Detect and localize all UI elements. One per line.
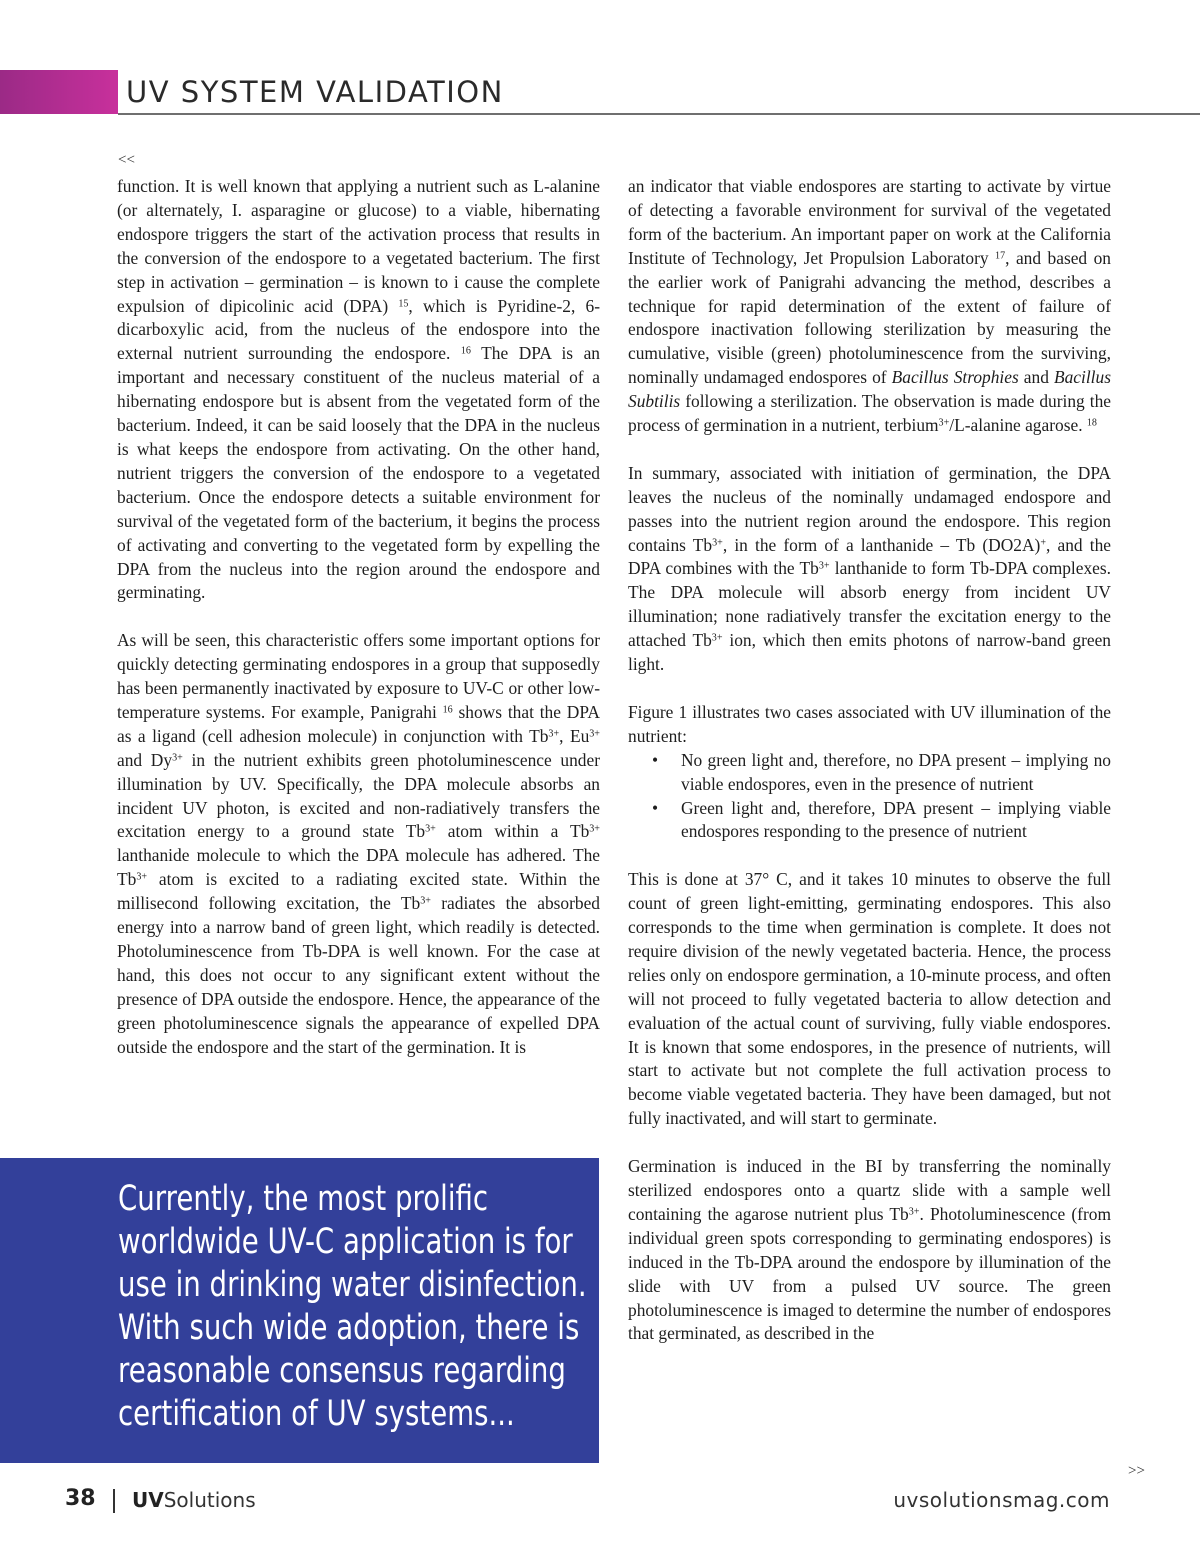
pull-quote-text: Currently, the most prolific worldwide UV-C application is for use in drinking water disinfection. With such wide adoption, there is reasonable consensus regarding certification of UV systems... [118,1179,587,1434]
right-paragraph-5: Germination is induced in the BI by transferring the nominally sterilized endospores onto a quartz slide with a sample well containing the agarose nutrient plus $Tb^{3+}$. Photoluminescence (from individual green spots corresponding to germinating endospores) is induced in the Tb-DPA around the endospore by illumination of the slide with UV from a pulsed UV source. The green photoluminescence is imaged to determine the number of endospores that germinated, as described in the [628,1156,1111,1344]
list-item: • No green light and, therefore, no DPA present – implying no viable endospores, even in the presence of nutrient [652,749,1111,794]
list-item: • Green light and, therefore, DPA present – implying viable endospores responding to the presence of nutrient [652,797,1111,842]
header-accent-bar [0,70,118,114]
bullet-list [628,749,1111,845]
right-paragraph-1: an indicator that viable endospores are starting to activate by virtue of detecting a favorable environment for survival of the vegetated form of the bacterium. An important paper on work at the California Institute of Technology, Jet Propulsion Laboratory $^{17}$, and based on the earlier work of Panigrahi advancing the method, describes a technique for rapid determination of the extent of failure of endospore inactivation following sterilization by measuring the cumulative, visible (green) photoluminescence from the surviving, nominally undamaged endospores of Bacillus Strophies and Bacillus Subtilis following a sterilization. The observation is made during the process of germination in a nutrient, terbium$^{3+}$/L-alanine agarose. $^{18}$ [628,176,1111,436]
left-column [117,175,600,1060]
publication-brand: UVSolutions [132,1488,256,1512]
right-paragraph-2: In summary, associated with initiation of germination, the DPA leaves the nucleus of the nominally undamaged endospore and passes into the nutrient region around the endospore. This region contains $Tb^{3+}$, in the form of a lanthanide – Tb (DO2A)+, and the DPA combines with the $Tb^{3+}$ lanthanide to form Tb-DPA complexes. The DPA molecule will absorb energy from incident UV illumination; none radiatively transfer the excitation energy to the attached $Tb^{3+}$ ion, which then emits photons of narrow-band green light. [628,462,1111,675]
continued-from-previous-marker: << [118,152,135,168]
footer-divider [113,1489,115,1513]
continued-next-marker: >> [1128,1463,1145,1479]
left-paragraph-1: function. It is well known that applying a nutrient such as L-alanine (or alternately, I. asparagine or glucose) to a viable, hibernating endospore triggers the start of the activation process that results in the conversion of the endospore to a vegetated bacterium. The first step in activation – germination – is known to i cause the complete expulsion of dipicolinic acid (DPA) $^{15}$, which is Pyridine-2, 6-dicarboxylic acid, from the nucleus of the endospore into the external nutrient surrounding the endospore. $^{16}$ The DPA is an important and necessary constituent of the nucleus material of a hibernating endospore but is absent from the vegetated form of the bacterium. Indeed, it can be said loosely that the DPA in the nucleus is what keeps the endospore from activating. On the other hand, nutrient triggers the conversion of the endospore to a vegetated bacterium. Once the endospore detects a suitable environment for survival of the vegetated form of the bacterium, it begins the process of activating and converting to the vegetated form by expelling the DPA from the nucleus into the region around the endospore and germinating. [117,176,601,603]
publication-url: uvsolutionsmag.com [893,1488,1110,1512]
section-title: UV SYSTEM VALIDATION [126,75,504,109]
pull-quote-box [0,1158,599,1463]
left-paragraph-2: As will be seen, this characteristic offers some important options for quickly detecting germinating endospores in a group that supposedly has been permanently inactivated by exposure to UV-C or other low-temperature systems. For example, Panigrahi $^{16}$ shows that the DPA as a ligand (cell adhesion molecule) in conjunction with $Tb^{3+}$, $Eu^{3+}$ and $Dy^{3+}$ in the nutrient exhibits green photoluminescence under illumination by UV. Specifically, the DPA molecule absorbs an incident UV photon, is excited and non-radiatively transfers the excitation energy to a ground state $Tb^{3+}$ atom within a $Tb^{3+}$ lanthanide molecule to which the DPA molecule has adhered. The $Tb^{3+}$ atom is excited to a radiating excited state. Within the millisecond following excitation, the $Tb^{3+}$ radiates the absorbed energy into a narrow band of green light, which readily is detected. Photoluminescence from Tb-DPA is well known. For the case at hand, this does not occur to any significant extent without the presence of DPA outside the endospore. Hence, the appearance of the green photoluminescence signals the appearance of expelled DPA outside the endospore and the start of the germination. It is [117,630,600,1057]
page-number: 38 [65,1486,96,1511]
bullet-icon: • [652,749,659,770]
right-paragraph-3: Figure 1 illustrates two cases associated with UV illumination of the nutrient: [628,701,1111,746]
header-rule [118,113,1200,115]
bullet-icon: • [652,797,659,818]
right-paragraph-4: This is done at 37° C, and it takes 10 minutes to observe the full count of green light-emitting, germinating endospores. This also corresponds to the time when germination is complete. It does not require division of the newly vegetated bacteria. Hence, the process relies only on endospore germination, a 10-minute process, and often will not proceed to fully vegetated bacteria to allow detection and evaluation of the actual count of surviving, fully viable endospores. It is known that some endospores, in the presence of nutrients, will start to activate but not complete the full activation process to become viable vegetated bacteria. They have been damaged, but not fully inactivated, and will start to germinate. [628,869,1111,1129]
right-column [628,175,1111,1346]
